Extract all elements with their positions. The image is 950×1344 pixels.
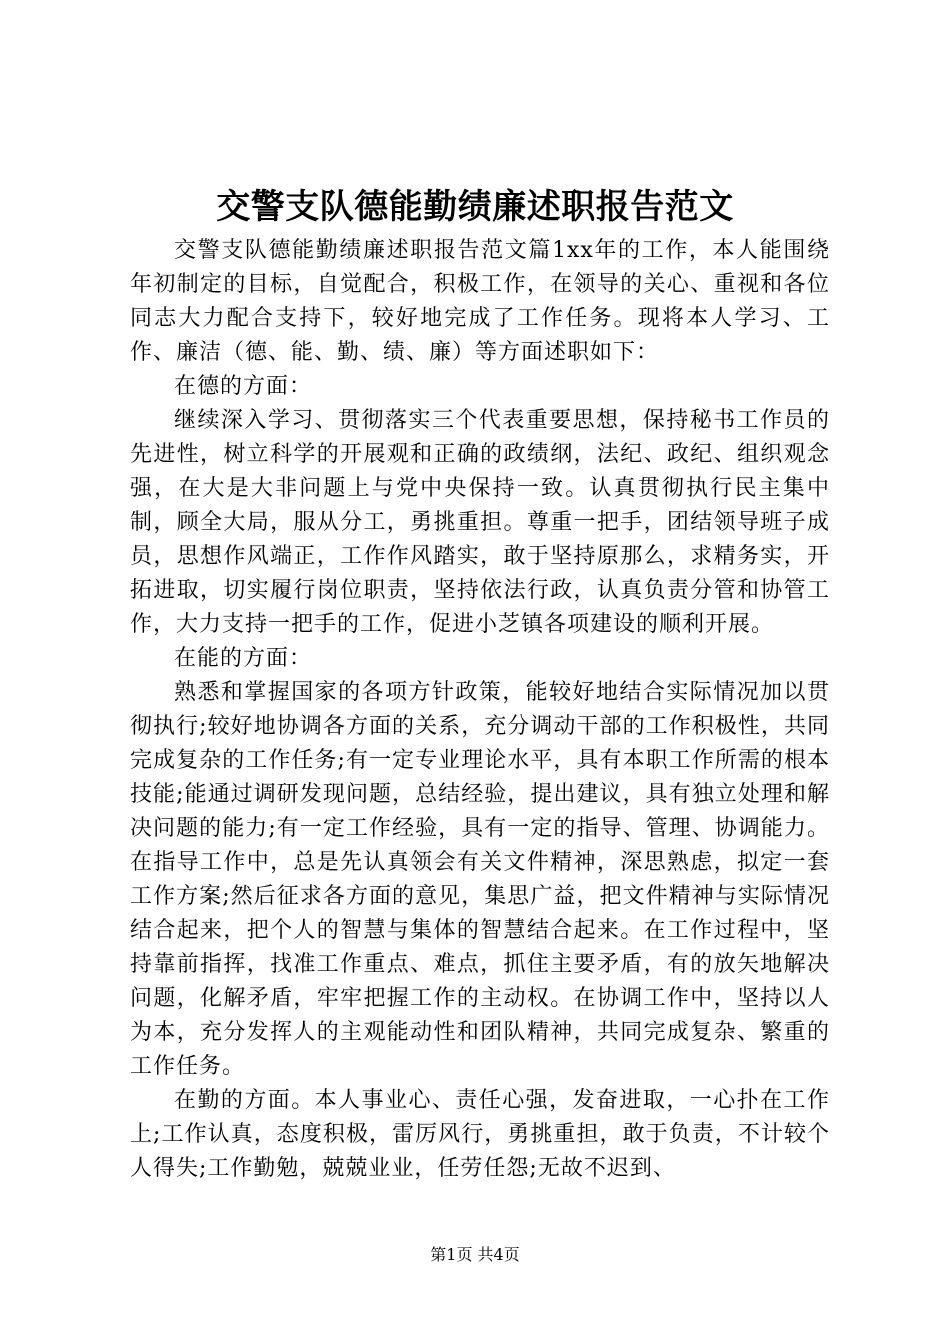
paragraph-de-content: 继续深入学习、贯彻落实三个代表重要思想，保持秘书工作员的先进性，树立科学的开展观和正确的政绩纲，法纪、政纪、组织观念强，在大是大非问题上与党中央保持一致。认真贯彻执行民主集中制，顾全大局，服从分工，勇挑重担。尊重一把手，团结领导班子成员，思想作风端正，工作作风踏实，敢于坚持原那么，求精务实，开拓进取，切实履行岗位职责，坚持依法行政，认真负责分管和协管工作，大力支持一把手的工作，促进小芝镇各项建设的顺利开展。 bbox=[130, 408, 830, 637]
paragraph-intro: 交警支队德能勤绩廉述职报告范文篇1xx年的工作，本人能围绕年初制定的目标，自觉配合，积极工作，在领导的关心、重视和各位同志大力配合支持下，较好地完成了工作任务。现将本人学习、工作、廉洁（德、能、勤、绩、廉）等方面述职如下： bbox=[130, 238, 830, 365]
document-title: 交警支队德能勤绩廉述职报告范文 bbox=[216, 187, 734, 227]
document-body bbox=[130, 234, 830, 1186]
paragraph-neng-heading: 在能的方面： bbox=[174, 646, 313, 671]
paragraph-qin-content: 在勤的方面。本人事业心、责任心强，发奋进取，一心扑在工作上;工作认真，态度积极，雷厉风行，勇挑重担，敢于负责，不计较个人得失;工作勤勉，兢兢业业，任劳任怨;无故不迟到、 bbox=[130, 1088, 830, 1181]
paragraph-neng-content: 熟悉和掌握国家的各项方针政策，能较好地结合实际情况加以贯彻执行;较好地协调各方面的关系，充分调动干部的工作积极性，共同完成复杂的工作任务;有一定专业理论水平，具有本职工作所需的根本技能;能通过调研发现问题，总结经验，提出建议，具有独立处理和解决问题的能力;有一定工作经验，具有一定的指导、管理、协调能力。在指导工作中，总是先认真领会有关文件精神，深思熟虑，拟定一套工作方案;然后征求各方面的意见，集思广益，把文件精神与实际情况结合起来，把个人的智慧与集体的智慧结合起来。在工作过程中，坚持靠前指挥，找准工作重点、难点，抓住主要矛盾，有的放矢地解决问题，化解矛盾，牢牢把握工作的主动权。在协调工作中，坚持以人为本，充分发挥人的主观能动性和团队精神，共同完成复杂、繁重的工作任务。 bbox=[130, 680, 830, 1079]
paragraph-de-heading: 在德的方面： bbox=[174, 374, 313, 399]
page-footer: 第1页 共4页 bbox=[430, 1245, 520, 1264]
